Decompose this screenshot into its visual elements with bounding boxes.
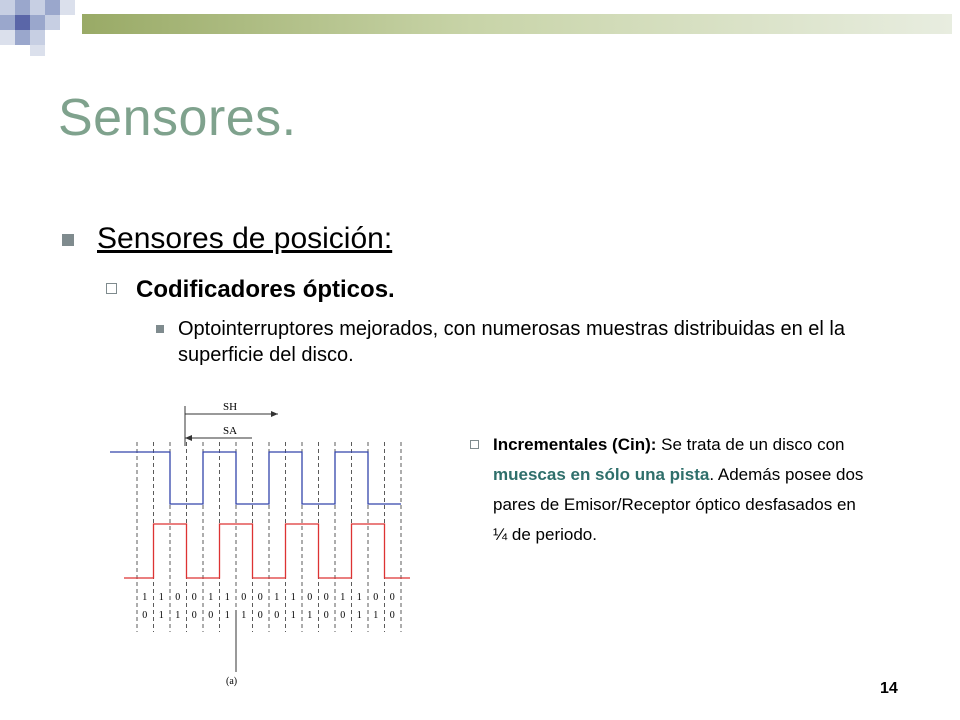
bit-label: 0 xyxy=(191,592,197,603)
hollow-square-bullet-icon xyxy=(106,283,117,294)
bit-label: 0 xyxy=(389,610,395,621)
bit-label: 0 xyxy=(340,610,346,621)
note-highlight: muescas en sólo una pista xyxy=(493,465,710,484)
bit-label: 0 xyxy=(142,610,148,621)
header-accent-bar xyxy=(82,14,952,34)
bit-label: 0 xyxy=(307,592,313,603)
bullet-level-3-text: Optointerruptores mejorados, con numerosas muestras distribuidas en el la superficie del disco. xyxy=(178,318,845,366)
caption-a: (a) xyxy=(226,676,238,687)
bit-label: 0 xyxy=(323,592,329,603)
bit-label: 1 xyxy=(356,592,362,603)
bit-label: 0 xyxy=(191,610,197,621)
bit-label: 0 xyxy=(208,610,214,621)
sh-label: SH xyxy=(223,401,238,413)
bullet-level-2-text: Codificadores ópticos. xyxy=(136,276,395,303)
square-bullet-icon xyxy=(156,325,164,333)
corner-decoration xyxy=(0,0,80,56)
bit-label: 0 xyxy=(241,592,247,603)
bit-label: 1 xyxy=(241,610,247,621)
slide-title: Sensores. xyxy=(58,89,297,147)
bullet-level-1-text: Sensores de posición: xyxy=(97,222,393,255)
note-lead: Incrementales (Cin): xyxy=(493,435,657,454)
bit-label: 1 xyxy=(307,610,313,621)
bit-label: 1 xyxy=(224,592,230,603)
note-text-b: . Además posee dos pares de Emisor/Receptor óptico desfasados en ¼ de periodo. xyxy=(493,465,864,544)
bit-label: 1 xyxy=(158,592,164,603)
bit-label: 1 xyxy=(290,592,296,603)
square-bullet-icon xyxy=(62,234,74,246)
channel-b-waveform xyxy=(124,524,410,578)
hollow-square-bullet-icon xyxy=(470,440,479,449)
bit-label: 1 xyxy=(208,592,214,603)
note-text-a: Se trata de un disco con xyxy=(656,435,845,454)
bit-label: 1 xyxy=(356,610,362,621)
bit-label: 0 xyxy=(389,592,395,603)
note-text xyxy=(493,430,873,550)
bit-label: 1 xyxy=(373,610,379,621)
bit-label: 1 xyxy=(142,592,148,603)
sa-label: SA xyxy=(223,425,238,437)
bit-label: 0 xyxy=(257,610,263,621)
bit-row-1 xyxy=(142,592,395,603)
bit-label: 0 xyxy=(175,592,181,603)
bit-label: 0 xyxy=(323,610,329,621)
bit-label: 0 xyxy=(373,592,379,603)
bit-label: 1 xyxy=(274,592,280,603)
bit-label: 1 xyxy=(175,610,181,621)
bit-label: 0 xyxy=(274,610,280,621)
bit-row-2 xyxy=(142,610,395,621)
bit-label: 1 xyxy=(158,610,164,621)
bit-label: 0 xyxy=(257,592,263,603)
encoder-waveform-diagram xyxy=(110,392,420,687)
bit-label: 1 xyxy=(340,592,346,603)
page-number: 14 xyxy=(880,680,898,697)
bit-label: 1 xyxy=(224,610,230,621)
bit-label: 1 xyxy=(290,610,296,621)
